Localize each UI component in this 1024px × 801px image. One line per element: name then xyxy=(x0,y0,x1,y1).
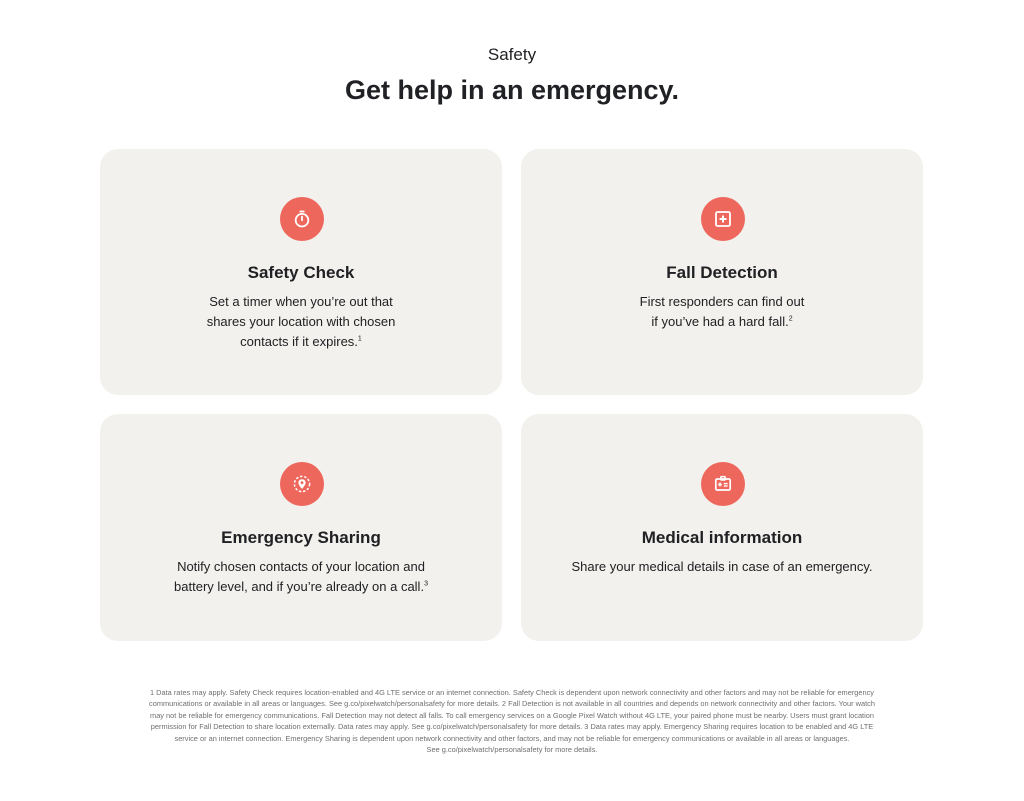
footnote-line: may not be reliable for emergency communications. Fall Detection may not detect all falls. To call emergency services on a Google Pixel Watch without 4G LTE, your paired phone must be nearby. Users must grant location xyxy=(150,710,874,720)
feature-card-fall-detection xyxy=(521,149,923,395)
card-description xyxy=(174,557,428,597)
card-title: Fall Detection xyxy=(666,263,778,282)
card-description-line: Set a timer when you’re out that xyxy=(209,294,393,309)
card-description-text: battery level, and if you’re already on a call. xyxy=(174,579,425,594)
footnote-line: See g.co/pixelwatch/personalsafety for more details. xyxy=(426,745,598,755)
feature-card-safety-check xyxy=(100,149,502,395)
medical-id-icon xyxy=(701,462,745,506)
footnote-marker: 2 xyxy=(788,315,793,323)
footnote-marker: 3 xyxy=(424,580,428,588)
footnote-line: service or an internet connection. Emergency Sharing is dependent upon network connectivity and other factors, and may not be reliable for emergency communications or available in all areas or languages. xyxy=(174,733,850,743)
card-title: Safety Check xyxy=(247,263,355,282)
card-description-line: Share your medical details in case of an emergency. xyxy=(571,559,873,574)
card-description-text: if you’ve had a hard fall. xyxy=(651,314,789,329)
card-description-line: Notify chosen contacts of your location and xyxy=(177,559,425,574)
page-title: Get help in an emergency. xyxy=(344,75,680,105)
card-description-line: shares your location with chosen xyxy=(206,314,396,329)
location-pin-icon xyxy=(280,462,324,506)
card-description-text: contacts if it expires. xyxy=(240,334,358,349)
card-description xyxy=(207,292,396,352)
timer-icon xyxy=(280,197,324,241)
card-description xyxy=(640,292,805,332)
footnote-line: permission for Fall Detection to share location externally. Data rates may apply. See g.co/pixelwatch/personalsafety for more details. 3 Data rates may apply. Emergency Sharing requires location to be enabled and 4G LTE xyxy=(150,722,874,732)
footnote-marker: 1 xyxy=(357,335,362,343)
card-description-line: First responders can find out xyxy=(639,294,805,309)
card-title: Emergency Sharing xyxy=(221,528,381,547)
legal-footnotes xyxy=(100,687,924,755)
first-aid-icon xyxy=(701,197,745,241)
footnote-line: communications or available in all areas or languages. See g.co/pixelwatch/personalsafety for more details. 2 Fall Detection is not available in all countries and depends on network connectivity and other factors. Your watch xyxy=(149,699,875,709)
card-title: Medical information xyxy=(641,528,803,547)
card-description xyxy=(571,557,872,577)
feature-card-medical-information xyxy=(521,414,923,641)
feature-card-emergency-sharing xyxy=(100,414,502,641)
card-description-line xyxy=(207,332,396,352)
card-description-line xyxy=(640,312,805,332)
footnote-line: 1 Data rates may apply. Safety Check requires location-enabled and 4G LTE service or an internet connection. Safety Check is dependent upon network connectivity and other factors and may not be reliable for emergency xyxy=(150,688,874,697)
card-description-line xyxy=(174,577,428,597)
eyebrow-label: Safety xyxy=(487,45,537,64)
